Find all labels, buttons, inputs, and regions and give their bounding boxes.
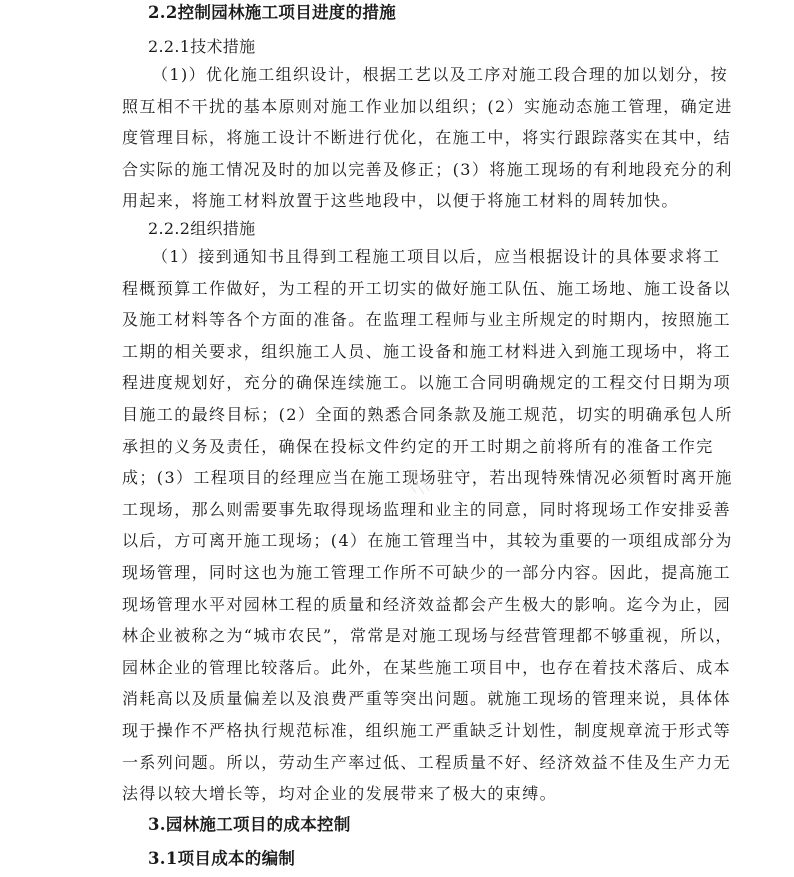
paragraph-line: 园林企业的管理比较落后。此外，在某些施工项目中，也存在着技术落后、成本 [122,657,732,677]
paragraph-line: （1）接到通知书且得到工程施工项目以后，应当根据设计的具体要求将工 [152,247,721,266]
paragraph-line: 现场管理，同时这也为施工管理工作所不可缺少的一部分内容。因此，提高施工 [122,562,732,582]
paragraph-line: 程进度规划好，充分的确保连续施工。以施工合同明确规定的工程交付日期为项 [122,373,732,393]
subsection-heading-2-2-2: 2.2.2组织措施 [148,219,256,238]
paragraph-line: 一系列问题。所以，劳动生产率过低、工程质量不好、经济效益不佳及生产力无 [122,752,732,772]
paragraph-line: 目施工的最终目标；(2）全面的熟悉合同条款及施工规范，切实的明确承包人所 [122,404,733,424]
paragraph-technical-measures [122,59,733,217]
paragraph-line: 及施工材料等各个方面的准备。在监理工程师与业主所规定的时期内，按照施工 [122,310,732,330]
paragraph-line: 承担的义务及责任，确保在投标文件约定的开工时期之前将所有的准备工作完 [122,436,714,456]
paragraph-line: （1)）优化施工组织设计，根据工艺以及工序对施工段合理的加以划分，按 [152,65,729,84]
paragraph-organizational-measures [122,241,733,810]
paragraph-line: 度管理目标，将施工设计不断进行优化，在施工中，将实行跟踪落实在其中，结 [122,128,732,148]
paragraph-line: 程概预算工作做好，为工程的开工切实的做好施工队伍、施工场地、施工设备以 [122,278,732,298]
paragraph-line: 成；(3）工程项目的经理应当在施工现场驻守，若出现特殊情况必须暂时离开施 [122,468,733,488]
paragraph-line: 用起来，将施工材料放置于这些地段中，以便于将施工材料的周转加快。 [122,191,679,211]
paragraph-line: 合实际的施工情况及时的加以完善及修正；(3）将施工现场的有利地段充分的利 [122,159,733,179]
paragraph-line: 以后，方可离开施工现场；(4）在施工管理当中，其较为重要的一项组成部分为 [122,531,733,551]
section-heading-3-1: 3.1项目成本的编制 [148,849,296,868]
paragraph-line: 法得以较大增长等，均对企业的发展带来了极大的束缚。 [122,784,558,804]
paragraph-line: 消耗高以及质量偏差以及浪费严重等突出问题。就施工现场的管理来说，具体体 [122,689,732,709]
paragraph-line: 林企业被称之为“城市农民”，常常是对施工现场与经营管理都不够重视，所以， [122,626,733,646]
section-heading-2-2: 2.2控制园林施工项目进度的措施 [148,3,397,22]
subsection-heading-2-2-1: 2.2.1技术措施 [148,37,256,56]
paragraph-line: 工现场，那么则需要事先取得现场监理和业主的同意，同时将现场工作安排妥善 [122,499,732,519]
section-heading-3: 3.园林施工项目的成本控制 [148,815,351,834]
paragraph-line: 工期的相关要求，组织施工人员、施工设备和施工材料进入到施工现场中，将工 [122,341,732,361]
paragraph-line: 照互相不干扰的基本原则对施工作业加以组织；(2）实施动态施工管理，确定进 [122,96,733,116]
paragraph-line: 现于操作不严格执行规范标准，组织施工严重缺乏计划性，制度规章流于形式等 [122,720,732,740]
paragraph-line: 现场管理水平对园林工程的质量和经济效益都会产生极大的影响。迄今为止，园 [122,594,732,614]
